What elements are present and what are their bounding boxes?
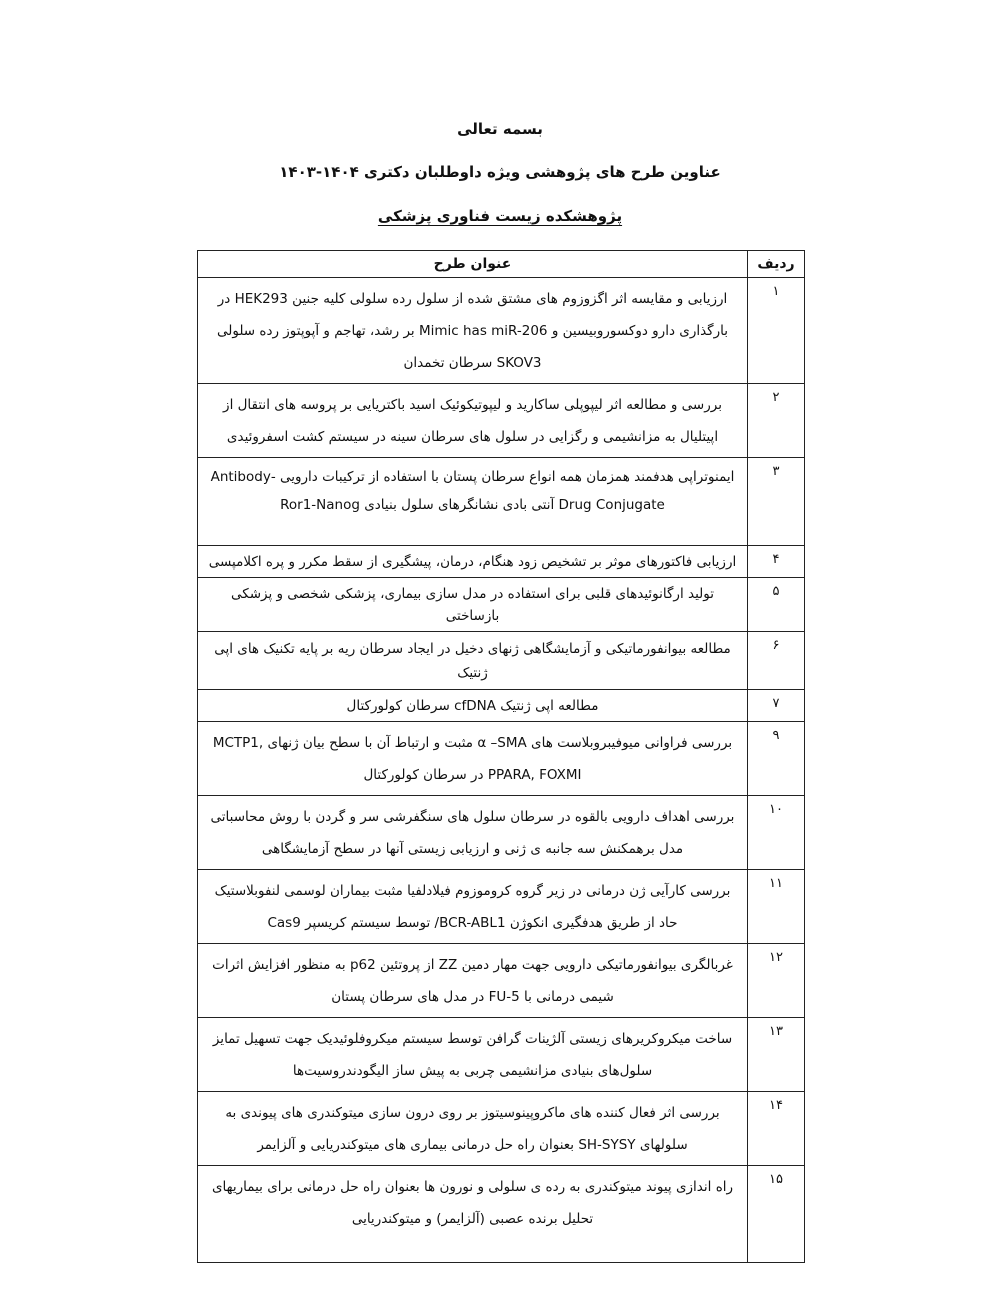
row-title: ارزیابی و مقایسه اثر اگزوزوم های مشتق شده از سلول رده سلولی کلیه جنین HEK293 در بارگذاری دارو دوکسوروبیسین و Mimic has miR-206 بر رشد، تهاجم و آپوپتوز رده سلولی SKOV3 سرطان تخمدان xyxy=(198,278,748,384)
table-row xyxy=(198,722,805,796)
column-header-title: عنوان طرح xyxy=(198,251,748,278)
row-title: مطالعه اپی ژنتیک cfDNA سرطان کولورکتال xyxy=(198,690,748,722)
table-row xyxy=(198,944,805,1018)
row-number: ۱۳ xyxy=(748,1018,805,1092)
row-title: ایمنوتراپی هدفمند همزمان همه انواع سرطان پستان با استفاده از ترکیبات دارویی -Antibody Drug Conjugate آنتی بادی نشانگرهای سلول بنیادی Ror1-Nanog xyxy=(198,458,748,546)
table-row xyxy=(198,278,805,384)
table-row xyxy=(198,632,805,690)
table-row xyxy=(198,1166,805,1263)
row-number: ۱۰ xyxy=(748,796,805,870)
row-title: ارزیابی فاکتورهای موثر بر تشخیص زود هنگام، درمان، پیشگیری از سقط مکرر و پره اکلامپسی xyxy=(198,546,748,578)
row-title: بررسی اثر فعال کننده های ماکروپینوسیتوز بر روی درون سازی میتوکندری های پیوندی به سلولهای SH-SYSY بعنوان راه حل درمانی بیماری های میتوکندریایی و آلزایمر xyxy=(198,1092,748,1166)
table-header-row xyxy=(198,251,805,278)
row-number: ۳ xyxy=(748,458,805,546)
table-row xyxy=(198,870,805,944)
row-title: تولید ارگانوئیدهای قلبی برای استفاده در مدل سازی بیماری، پزشکی شخصی و پزشکی بازساختی xyxy=(198,578,748,632)
row-title: غربالگری بیوانفورماتیکی دارویی جهت مهار دمین ZZ از پروتئین p62 به منظور افزایش اثرات شیمی درمانی با FU-5 در مدل های سرطان پستان xyxy=(198,944,748,1018)
row-number: ۱۵ xyxy=(748,1166,805,1263)
row-number: ۱۲ xyxy=(748,944,805,1018)
row-number: ۱۴ xyxy=(748,1092,805,1166)
projects-table xyxy=(197,250,805,1263)
row-title: راه اندازی پیوند میتوکندری به رده ی سلولی و نورون ها بعنوان راه حل درمانی برای بیماریهای تحلیل برنده عصبی (آلزایمر) و میتوکندریایی xyxy=(198,1166,748,1263)
table-row xyxy=(198,1092,805,1166)
row-title: بررسی و مطالعه اثر لیپوپلی ساکارید و لیپوتیکوئیک اسید باکتریایی بر پروسه های انتقال از اپیتلیال به مزانشیمی و رگزایی در سلول های سرطان سینه در سیستم کشت اسفروئیدی xyxy=(198,384,748,458)
table-row xyxy=(198,384,805,458)
column-header-num: ردیف xyxy=(748,251,805,278)
row-title: ساخت میکروکریرهای زیستی آلژینات گرافن توسط سیستم میکروفلوئیدیک جهت تسهیل تمایز سلول‌های بنیادی مزانشیمی چربی به پیش ساز الیگودندروسیت‌ها xyxy=(198,1018,748,1092)
row-title: بررسی فراوانی میوفیبروبلاست های α –SMA مثبت و ارتباط آن با سطح بیان ژنهای MCTP1, PPARA, FOXMI در سرطان کولورکتال xyxy=(198,722,748,796)
table-row xyxy=(198,1018,805,1092)
row-number: ۲ xyxy=(748,384,805,458)
row-number: ۱۱ xyxy=(748,870,805,944)
row-title: بررسی کارآیی ژن درمانی در زیر گروه کروموزوم فیلادلفیا مثبت بیماران لوسمی لنفوبلاستیک حاد از طریق هدفگیری انکوژن BCR-ABL1/ توسط سیستم کریسپر Cas9 xyxy=(198,870,748,944)
institute-name: پژوهشکده زیست فناوری پزشکی xyxy=(377,207,623,225)
table-row xyxy=(198,796,805,870)
row-title: بررسی اهداف دارویی بالقوه در سرطان سلول های سنگفرشی سر و گردن با روش محاسباتی مدل برهمکنش سه جانبه ی ژنی و ارزیابی زیستی آنها در سطح آزمایشگاهی xyxy=(198,796,748,870)
table-row xyxy=(198,578,805,632)
row-number: ۹ xyxy=(748,722,805,796)
row-number: ۱ xyxy=(748,278,805,384)
header-bismillah: بسمه تعالی xyxy=(457,120,543,138)
row-number: ۷ xyxy=(748,690,805,722)
table-row xyxy=(198,690,805,722)
row-number: ۶ xyxy=(748,632,805,690)
row-number: ۴ xyxy=(748,546,805,578)
row-title: مطالعه بیوانفورماتیکی و آزمایشگاهی ژنهای دخیل در ایجاد سرطان ریه بر پایه تکنیک های اپی ژنتیک xyxy=(198,632,748,690)
row-number: ۵ xyxy=(748,578,805,632)
document-title: عناوین طرح های پژوهشی ویژه داوطلبان دکتری ۱۴۰۴-۱۴۰۳ xyxy=(279,163,721,181)
table-row xyxy=(198,546,805,578)
table-row xyxy=(198,458,805,546)
